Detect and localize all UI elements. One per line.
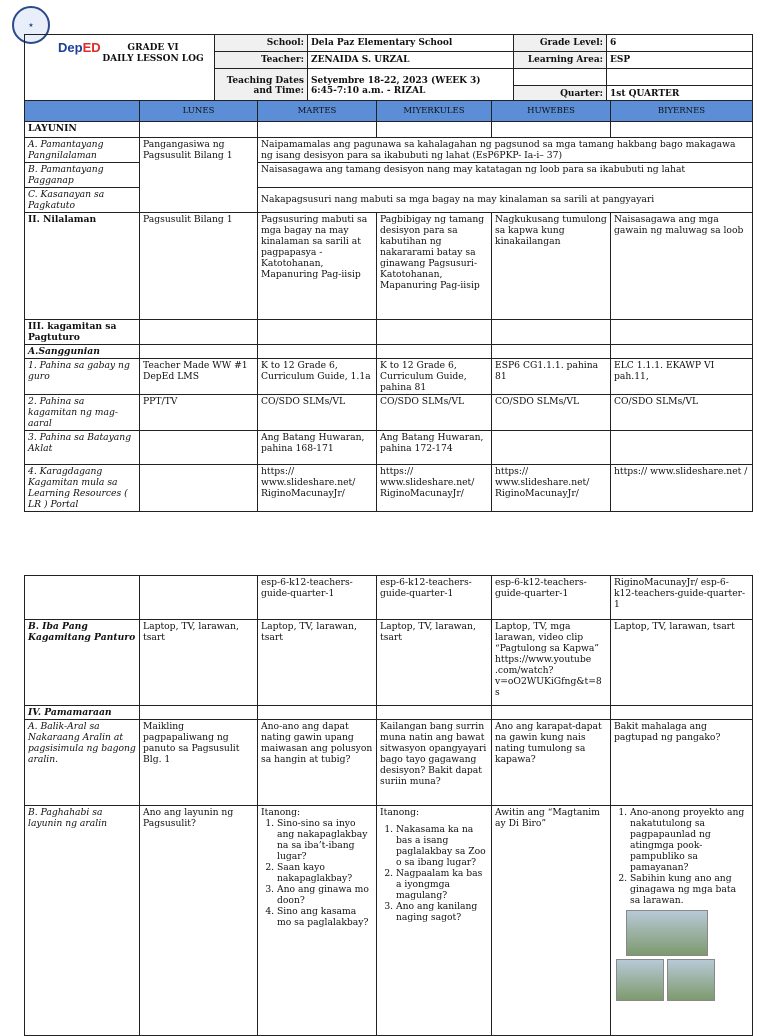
school-value: Dela Paz Elementary School bbox=[308, 35, 514, 52]
spacer-cell bbox=[514, 69, 607, 86]
table-cell: https:// www.slideshare.net/ RiginoMacunayJr/ bbox=[258, 465, 377, 512]
layunin-label: LAYUNIN bbox=[25, 122, 140, 138]
table-cell: Nagkukusang tumulong sa kapwa kung kinakailangan bbox=[492, 213, 611, 320]
pahina-gabay-label: 1. Pahina sa gabay ng guro bbox=[25, 359, 140, 395]
deped-logo: DepED bbox=[58, 40, 101, 55]
grade-title: GRADE VI bbox=[127, 42, 179, 53]
balik-aral-label: A. Balik-Aral sa Nakaraang Aralin at pagsisimula ng bagong aralin. bbox=[25, 720, 140, 806]
pamamaraan-label: IV. Pamamaraan bbox=[25, 706, 140, 720]
table-cell: Pagsusuring mabuti sa mga bagay na may kinalaman sa sarili at pagpapasya - Katotohanan, Mapanuring Pag-iisip bbox=[258, 213, 377, 320]
day-header: LUNES bbox=[140, 101, 258, 122]
list-item: 1. Ano-anong proyekto ang nakatutulong sa pagpapaunlad ng atingmga pook-pampubliko sa pamayanan? bbox=[630, 807, 749, 873]
question-list bbox=[261, 818, 373, 928]
table-cell: Laptop, TV, larawan, tsart bbox=[140, 620, 258, 706]
lr-portal-label: 4. Karagdagang Kagamitan mula sa Learning Resources ( LR ) Portal bbox=[25, 465, 140, 512]
table-cell: Ang Batang Huwaran, pahina 168-171 bbox=[258, 431, 377, 465]
day-header: MARTES bbox=[258, 101, 377, 122]
photo-children-park bbox=[626, 910, 708, 956]
table-cell: Ano ang layunin ng Pagsusulit? bbox=[140, 806, 258, 1036]
table-cell: Awitin ang “Magtanim ay Di Biro” bbox=[492, 806, 611, 1036]
table-cell: Naipamamalas ang pagunawa sa kahalagahan ng pagsunod sa mga tamang hakbang bago makagawa ng isang desisyon para sa ikabubuti ng lahat (EsP6PKP- Ia-i– 37) bbox=[258, 138, 753, 163]
pamantayang-pagganap-label: B. Pamantayang Pagganap bbox=[25, 163, 140, 188]
pahina-kagamitan-label: 2. Pahina sa kagamitan ng mag-aaral bbox=[25, 395, 140, 431]
school-label: School: bbox=[215, 35, 308, 52]
table-cell bbox=[140, 576, 258, 620]
table-cell: Ang Batang Huwaran, pahina 172-174 bbox=[377, 431, 492, 465]
batayang-aklat-label: 3. Pahina sa Batayang Aklat bbox=[25, 431, 140, 465]
table-cell: CO/SDO SLMs/VL bbox=[377, 395, 492, 431]
photo-children-2 bbox=[667, 959, 715, 1001]
photo-children-1 bbox=[616, 959, 664, 1001]
itanong-label: Itanong: bbox=[261, 807, 301, 818]
list-item: 1. Nakasama ka na bas a isang paglalakbay sa Zoo o sa ibang lugar? bbox=[396, 824, 488, 868]
learning-area-label: Learning Area: bbox=[514, 52, 607, 69]
list-item: 2. Sabihin kung ano ang ginagawa ng mga bata sa larawan. bbox=[630, 873, 749, 906]
question-list bbox=[380, 824, 488, 923]
quarter-value: 1st QUARTER bbox=[607, 86, 753, 103]
table-cell: PPT/TV bbox=[140, 395, 258, 431]
table-cell: CO/SDO SLMs/VL bbox=[258, 395, 377, 431]
table-cell bbox=[492, 431, 611, 465]
grade-level-value: 6 bbox=[607, 35, 753, 52]
table-cell bbox=[611, 431, 753, 465]
table-cell: Nakapagsusuri nang mabuti sa mga bagay na may kinalaman sa sarili at pangyayari bbox=[258, 188, 753, 213]
nilalaman-label: II. Nilalaman bbox=[25, 213, 140, 320]
table-cell bbox=[140, 465, 258, 512]
table-cell: Pangangasiwa ng Pagsusulit Bilang 1 bbox=[140, 138, 258, 213]
teacher-label: Teacher: bbox=[215, 52, 308, 69]
table-cell bbox=[140, 431, 258, 465]
quarter-label: Quarter: bbox=[514, 86, 607, 103]
question-list bbox=[614, 807, 749, 906]
table-cell: K to 12 Grade 6, Curriculum Guide, pahina 81 bbox=[377, 359, 492, 395]
itanong-label: Itanong: bbox=[380, 807, 420, 818]
table-cell: Teacher Made WW #1 DepEd LMS bbox=[140, 359, 258, 395]
table-cell: Naisasagawa ang mga gawain ng maluwag sa loob bbox=[611, 213, 753, 320]
spacer-cell bbox=[607, 69, 753, 86]
itanong-list-cell bbox=[377, 806, 492, 1036]
list-item: 4. Sino ang kasama mo sa paglalakbay? bbox=[277, 906, 373, 928]
list-item: 2. Saan kayo nakapaglakbay? bbox=[277, 862, 373, 884]
list-item: 3. Ano ang kanilang naging sagot? bbox=[396, 901, 488, 923]
sanggunian-label: A.Sanggunian bbox=[25, 345, 140, 359]
header-table bbox=[24, 34, 753, 103]
table-cell: Laptop, TV, larawan, tsart bbox=[377, 620, 492, 706]
table-cell: esp-6-k12-teachers-guide-quarter-1 bbox=[377, 576, 492, 620]
day-header: MIYERKULES bbox=[377, 101, 492, 122]
learning-area-value: ESP bbox=[607, 52, 753, 69]
paghahabi-label: B. Paghahabi sa layunin ng aralin bbox=[25, 806, 140, 1036]
table-cell: Maikling pagpapaliwang ng panuto sa Pagsusulit Blg. 1 bbox=[140, 720, 258, 806]
header-title-cell bbox=[25, 35, 215, 103]
deped-seal-icon: ★ bbox=[12, 6, 50, 44]
fri-list-cell bbox=[611, 806, 753, 1036]
dates-label: Teaching Dates and Time: bbox=[215, 69, 308, 103]
table-cell: https:// www.slideshare.net/ RiginoMacunayJr/ bbox=[377, 465, 492, 512]
dll-title: DAILY LESSON LOG bbox=[102, 53, 204, 64]
list-item: 1. Sino-sino sa inyo ang nakapaglakbay na sa iba’t-ibang lugar? bbox=[277, 818, 373, 862]
lesson-table-1 bbox=[24, 100, 753, 512]
table-cell: Laptop, TV, mga larawan, video clip “Pagtulong sa Kapwa” https://www.youtube .com/watch? v=oO2WUKiGfng&t=8 s bbox=[492, 620, 611, 706]
pamantayang-pangnilalaman-label: A. Pamantayang Pangnilalaman bbox=[25, 138, 140, 163]
lesson-table-2 bbox=[24, 575, 753, 1036]
table-cell: Naisasagawa ang tamang desisyon nang may katatagan ng loob para sa ikabubuti ng lahat bbox=[258, 163, 753, 188]
table-cell: esp-6-k12-teachers-guide-quarter-1 bbox=[492, 576, 611, 620]
day-header: BIYERNES bbox=[611, 101, 753, 122]
table-cell: CO/SDO SLMs/VL bbox=[492, 395, 611, 431]
table-cell: Pagbibigay ng tamang desisyon para sa kabutihan ng nakararami batay sa ginawang Pagsusuri- Katotohanan, Mapanuring Pag-iisip bbox=[377, 213, 492, 320]
table-cell: Bakit mahalaga ang pagtupad ng pangako? bbox=[611, 720, 753, 806]
table-cell: esp-6-k12-teachers-guide-quarter-1 bbox=[258, 576, 377, 620]
table-cell: CO/SDO SLMs/VL bbox=[611, 395, 753, 431]
iba-pang-kagamitan-label: B. Iba Pang Kagamitang Panturo bbox=[25, 620, 140, 706]
teacher-value: ZENAIDA S. URZAL bbox=[308, 52, 514, 69]
table-cell: https:// www.slideshare.net / bbox=[611, 465, 753, 512]
table-cell: Kailangan bang surrin muna natin ang bawat sitwasyon opangyayari bago tayo gagawang desisyon? Bakit dapat suriin muna? bbox=[377, 720, 492, 806]
table-cell: Ano ang karapat-dapat na gawin kung nais nating tumulong sa kapawa? bbox=[492, 720, 611, 806]
blank-header bbox=[25, 101, 140, 122]
itanong-list-cell bbox=[258, 806, 377, 1036]
table-cell: ELC 1.1.1. EKAWP VI pah.11, bbox=[611, 359, 753, 395]
day-header: HUWEBES bbox=[492, 101, 611, 122]
dates-value: Setyembre 18-22, 2023 (WEEK 3) 6:45-7:10 a.m. - RIZAL bbox=[308, 69, 514, 103]
table-cell: K to 12 Grade 6, Curriculum Guide, 1.1a bbox=[258, 359, 377, 395]
list-item: 2. Nagpaalam ka bas a iyongmga magulang? bbox=[396, 868, 488, 901]
table-cell: Ano-ano ang dapat nating gawin upang maiwasan ang polusyon sa hangin at tubig? bbox=[258, 720, 377, 806]
table-cell: https:// www.slideshare.net/ RiginoMacunayJr/ bbox=[492, 465, 611, 512]
table-cell: RiginoMacunayJr/ esp-6-k12-teachers-guide-quarter-1 bbox=[611, 576, 753, 620]
table-cell: Laptop, TV, larawan, tsart bbox=[611, 620, 753, 706]
list-item: 3. Ano ang ginawa mo doon? bbox=[277, 884, 373, 906]
table-cell: Pagsusulit Bilang 1 bbox=[140, 213, 258, 320]
grade-level-label: Grade Level: bbox=[514, 35, 607, 52]
kasanayan-label: C. Kasanayan sa Pagkatuto bbox=[25, 188, 140, 213]
kagamitan-label: III. kagamitan sa Pagtuturo bbox=[25, 320, 140, 345]
table-cell: Laptop, TV, larawan, tsart bbox=[258, 620, 377, 706]
table-cell: ESP6 CG1.1.1. pahina 81 bbox=[492, 359, 611, 395]
